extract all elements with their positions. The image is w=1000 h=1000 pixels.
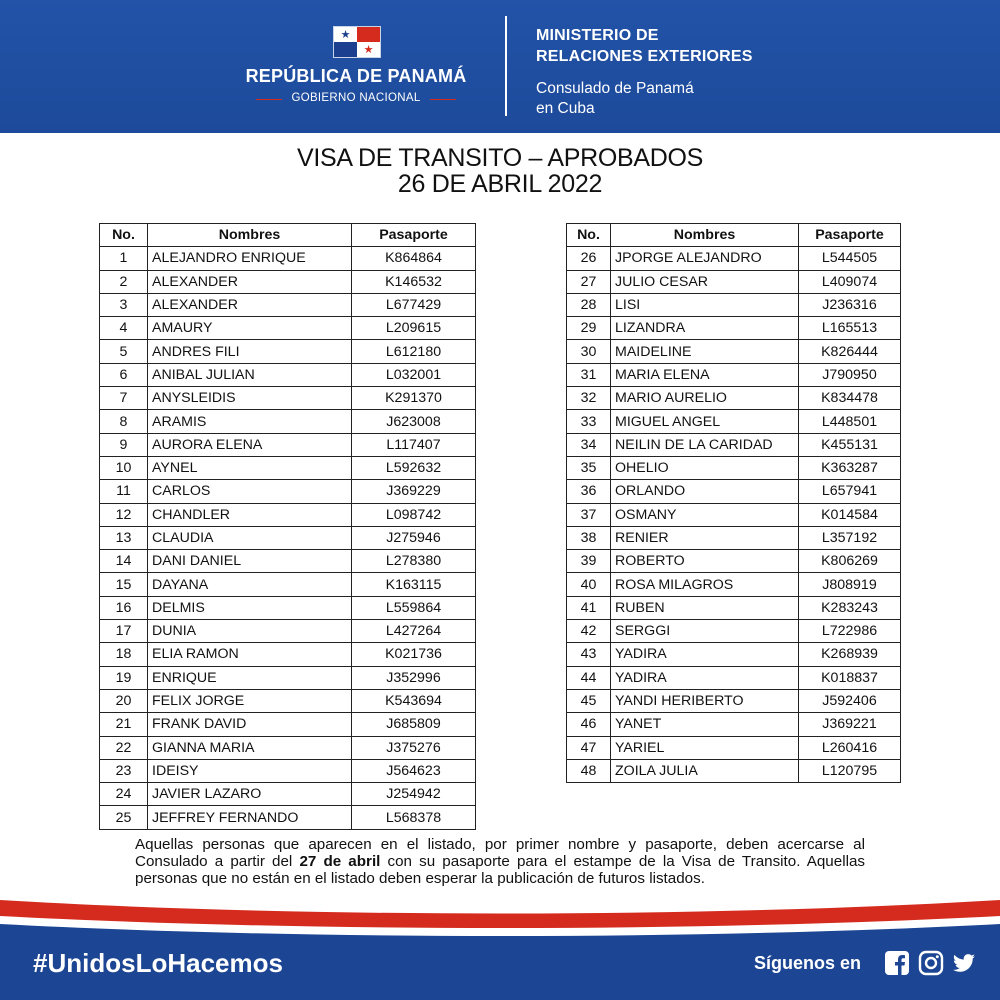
- table-row: [100, 270, 476, 293]
- row-name: CARLOS: [148, 480, 352, 503]
- notice-text-start: Aquellas personas que aparecen en el listado, por primer nombre y pasaporte, deben acercarse al Consulado a partir del: [135, 836, 865, 870]
- row-passport: L357192: [799, 526, 901, 549]
- row-passport: K018837: [799, 666, 901, 689]
- row-name: ROSA MILAGROS: [611, 573, 799, 596]
- row-passport: K014584: [799, 503, 901, 526]
- table-row: [100, 689, 476, 712]
- table-row: [100, 783, 476, 806]
- table-row: [567, 410, 901, 433]
- row-passport: L568378: [352, 806, 476, 829]
- column-header-no: No.: [567, 224, 611, 247]
- table-row: [100, 643, 476, 666]
- row-passport: L278380: [352, 550, 476, 573]
- table-row: [567, 666, 901, 689]
- row-passport: J254942: [352, 783, 476, 806]
- row-name: ENRIQUE: [148, 666, 352, 689]
- row-name: MAIDELINE: [611, 340, 799, 363]
- panama-flag-icon: ★ ★: [333, 26, 381, 58]
- row-name: ANIBAL JULIAN: [148, 363, 352, 386]
- row-name: RUBEN: [611, 596, 799, 619]
- row-name: ARAMIS: [148, 410, 352, 433]
- row-name: CHANDLER: [148, 503, 352, 526]
- row-number: 21: [100, 713, 148, 736]
- row-number: 25: [100, 806, 148, 829]
- table-row: [567, 340, 901, 363]
- row-name: YADIRA: [611, 666, 799, 689]
- table-header-row: [567, 224, 901, 247]
- row-name: AMAURY: [148, 317, 352, 340]
- row-number: 27: [567, 270, 611, 293]
- instagram-icon[interactable]: [918, 950, 944, 976]
- row-passport: L722986: [799, 620, 901, 643]
- row-name: FRANK DAVID: [148, 713, 352, 736]
- row-passport: L677429: [352, 293, 476, 316]
- row-passport: K826444: [799, 340, 901, 363]
- government-subtitle: GOBIERNO NACIONAL: [236, 92, 476, 104]
- table-row: [567, 293, 901, 316]
- row-number: 33: [567, 410, 611, 433]
- header-divider: [505, 16, 507, 116]
- row-number: 15: [100, 573, 148, 596]
- row-name: IDEISY: [148, 759, 352, 782]
- row-name: ANYSLEIDIS: [148, 387, 352, 410]
- row-passport: L165513: [799, 317, 901, 340]
- row-number: 38: [567, 526, 611, 549]
- row-number: 36: [567, 480, 611, 503]
- row-number: 24: [100, 783, 148, 806]
- row-passport: L544505: [799, 247, 901, 270]
- row-number: 2: [100, 270, 148, 293]
- row-number: 46: [567, 713, 611, 736]
- row-number: 26: [567, 247, 611, 270]
- table-row: [567, 270, 901, 293]
- table-row: [567, 317, 901, 340]
- row-name: JULIO CESAR: [611, 270, 799, 293]
- table-row: [567, 387, 901, 410]
- row-number: 11: [100, 480, 148, 503]
- row-passport: K455131: [799, 433, 901, 456]
- table-row: [100, 456, 476, 479]
- row-name: DAYANA: [148, 573, 352, 596]
- table-row: [567, 759, 901, 782]
- notice-text-end: con su pasaporte para el estampe de la Visa de Transito. Aquellas personas que no están en el listado deben esperar la publicación de futuros listados.: [135, 853, 865, 887]
- row-number: 41: [567, 596, 611, 619]
- row-number: 32: [567, 387, 611, 410]
- row-name: AYNEL: [148, 456, 352, 479]
- row-number: 45: [567, 689, 611, 712]
- column-header-name: Nombres: [611, 224, 799, 247]
- row-name: AURORA ELENA: [148, 433, 352, 456]
- row-passport: L260416: [799, 736, 901, 759]
- row-number: 19: [100, 666, 148, 689]
- table-row: [100, 340, 476, 363]
- row-name: DELMIS: [148, 596, 352, 619]
- table-row: [567, 247, 901, 270]
- row-number: 4: [100, 317, 148, 340]
- row-name: DANI DANIEL: [148, 550, 352, 573]
- row-number: 14: [100, 550, 148, 573]
- row-passport: K291370: [352, 387, 476, 410]
- row-number: 43: [567, 643, 611, 666]
- approved-table-right: [566, 223, 901, 783]
- row-number: 35: [567, 456, 611, 479]
- row-name: ORLANDO: [611, 480, 799, 503]
- row-name: JPORGE ALEJANDRO: [611, 247, 799, 270]
- row-number: 20: [100, 689, 148, 712]
- table-row: [100, 666, 476, 689]
- row-name: NEILIN DE LA CARIDAD: [611, 433, 799, 456]
- row-name: ZOILA JULIA: [611, 759, 799, 782]
- row-passport: L612180: [352, 340, 476, 363]
- table-row: [567, 573, 901, 596]
- row-passport: K834478: [799, 387, 901, 410]
- row-passport: J808919: [799, 573, 901, 596]
- row-passport: L559864: [352, 596, 476, 619]
- row-passport: J790950: [799, 363, 901, 386]
- table-row: [100, 596, 476, 619]
- row-number: 1: [100, 247, 148, 270]
- row-number: 10: [100, 456, 148, 479]
- row-number: 17: [100, 620, 148, 643]
- table-row: [100, 620, 476, 643]
- row-passport: L592632: [352, 456, 476, 479]
- table-header-row: [100, 224, 476, 247]
- table-row: [567, 736, 901, 759]
- row-number: 48: [567, 759, 611, 782]
- row-name: ALEJANDRO ENRIQUE: [148, 247, 352, 270]
- row-name: OHELIO: [611, 456, 799, 479]
- row-number: 16: [100, 596, 148, 619]
- row-passport: J369221: [799, 713, 901, 736]
- table-row: [100, 806, 476, 829]
- row-number: 22: [100, 736, 148, 759]
- row-number: 40: [567, 573, 611, 596]
- table-row: [567, 689, 901, 712]
- table-row: [567, 456, 901, 479]
- row-passport: J375276: [352, 736, 476, 759]
- row-number: 3: [100, 293, 148, 316]
- table-row: [100, 293, 476, 316]
- row-name: FELIX JORGE: [148, 689, 352, 712]
- row-passport: K283243: [799, 596, 901, 619]
- row-passport: L448501: [799, 410, 901, 433]
- row-name: RENIER: [611, 526, 799, 549]
- row-name: YARIEL: [611, 736, 799, 759]
- page-date: 26 DE ABRIL 2022: [397, 170, 603, 198]
- table-row: [567, 713, 901, 736]
- row-number: 44: [567, 666, 611, 689]
- notice-date-bold: 27 de abril: [299, 853, 381, 870]
- row-name: GIANNA MARIA: [148, 736, 352, 759]
- row-number: 23: [100, 759, 148, 782]
- consulate-line-1: Consulado de Panamá: [536, 80, 694, 97]
- table-row: [100, 387, 476, 410]
- table-row: [100, 480, 476, 503]
- table-row: [567, 620, 901, 643]
- table-row: [100, 433, 476, 456]
- ministry-line-2: RELACIONES EXTERIORES: [536, 48, 753, 65]
- row-name: ALEXANDER: [148, 293, 352, 316]
- ministry-line-1: MINISTERIO DE: [536, 27, 659, 44]
- row-number: 34: [567, 433, 611, 456]
- row-passport: J623008: [352, 410, 476, 433]
- row-name: ELIA RAMON: [148, 643, 352, 666]
- table-row: [100, 573, 476, 596]
- row-passport: L098742: [352, 503, 476, 526]
- approved-table-left: [99, 223, 476, 830]
- row-passport: L209615: [352, 317, 476, 340]
- table-row: [567, 480, 901, 503]
- row-name: DUNIA: [148, 620, 352, 643]
- row-passport: L427264: [352, 620, 476, 643]
- table-row: [100, 410, 476, 433]
- table-row: [567, 363, 901, 386]
- row-passport: L409074: [799, 270, 901, 293]
- row-passport: J369229: [352, 480, 476, 503]
- row-passport: J352996: [352, 666, 476, 689]
- row-number: 29: [567, 317, 611, 340]
- hashtag-text: #UnidosLoHacemos: [33, 948, 283, 978]
- column-header-no: No.: [100, 224, 148, 247]
- row-passport: J685809: [352, 713, 476, 736]
- row-name: MIGUEL ANGEL: [611, 410, 799, 433]
- row-passport: K268939: [799, 643, 901, 666]
- row-passport: K163115: [352, 573, 476, 596]
- row-number: 13: [100, 526, 148, 549]
- row-name: MARIA ELENA: [611, 363, 799, 386]
- row-passport: K363287: [799, 456, 901, 479]
- row-number: 5: [100, 340, 148, 363]
- table-row: [100, 713, 476, 736]
- twitter-icon[interactable]: [951, 950, 977, 976]
- row-name: YADIRA: [611, 643, 799, 666]
- table-row: [567, 596, 901, 619]
- page-title: VISA DE TRANSITO – APROBADOS: [296, 144, 704, 172]
- row-number: 12: [100, 503, 148, 526]
- row-passport: J236316: [799, 293, 901, 316]
- table-row: [567, 526, 901, 549]
- row-name: ALEXANDER: [148, 270, 352, 293]
- follow-us-text: Síguenos en: [754, 953, 862, 973]
- column-header-name: Nombres: [148, 224, 352, 247]
- table-row: [567, 503, 901, 526]
- row-name: YANET: [611, 713, 799, 736]
- row-passport: L657941: [799, 480, 901, 503]
- row-passport: K806269: [799, 550, 901, 573]
- row-name: SERGGI: [611, 620, 799, 643]
- row-number: 39: [567, 550, 611, 573]
- column-header-passport: Pasaporte: [352, 224, 476, 247]
- row-number: 42: [567, 620, 611, 643]
- row-number: 7: [100, 387, 148, 410]
- row-name: YANDI HERIBERTO: [611, 689, 799, 712]
- table-row: [100, 247, 476, 270]
- table-row: [100, 526, 476, 549]
- table-row: [100, 317, 476, 340]
- row-passport: L120795: [799, 759, 901, 782]
- column-header-passport: Pasaporte: [799, 224, 901, 247]
- row-name: CLAUDIA: [148, 526, 352, 549]
- row-passport: J564623: [352, 759, 476, 782]
- row-passport: J275946: [352, 526, 476, 549]
- row-passport: J592406: [799, 689, 901, 712]
- table-row: [100, 736, 476, 759]
- table-row: [100, 363, 476, 386]
- row-name: OSMANY: [611, 503, 799, 526]
- row-name: MARIO AURELIO: [611, 387, 799, 410]
- row-number: 28: [567, 293, 611, 316]
- table-row: [567, 643, 901, 666]
- row-number: 9: [100, 433, 148, 456]
- row-name: ANDRES FILI: [148, 340, 352, 363]
- row-name: JAVIER LAZARO: [148, 783, 352, 806]
- row-number: 6: [100, 363, 148, 386]
- row-passport: L032001: [352, 363, 476, 386]
- row-name: ROBERTO: [611, 550, 799, 573]
- table-row: [100, 550, 476, 573]
- consulate-line-2: en Cuba: [536, 100, 595, 117]
- table-row: [100, 759, 476, 782]
- row-number: 30: [567, 340, 611, 363]
- row-number: 18: [100, 643, 148, 666]
- facebook-icon[interactable]: [884, 950, 910, 976]
- republic-title: REPÚBLICA DE PANAMÁ: [245, 66, 467, 86]
- row-number: 31: [567, 363, 611, 386]
- row-number: 37: [567, 503, 611, 526]
- row-passport: K864864: [352, 247, 476, 270]
- table-row: [100, 503, 476, 526]
- header-banner: [0, 0, 1000, 133]
- row-passport: L117407: [352, 433, 476, 456]
- table-row: [567, 550, 901, 573]
- row-number: 47: [567, 736, 611, 759]
- row-name: JEFFREY FERNANDO: [148, 806, 352, 829]
- table-row: [567, 433, 901, 456]
- row-name: LIZANDRA: [611, 317, 799, 340]
- notice-paragraph: [135, 836, 865, 887]
- row-passport: K021736: [352, 643, 476, 666]
- row-passport: K146532: [352, 270, 476, 293]
- row-number: 8: [100, 410, 148, 433]
- row-passport: K543694: [352, 689, 476, 712]
- row-name: LISI: [611, 293, 799, 316]
